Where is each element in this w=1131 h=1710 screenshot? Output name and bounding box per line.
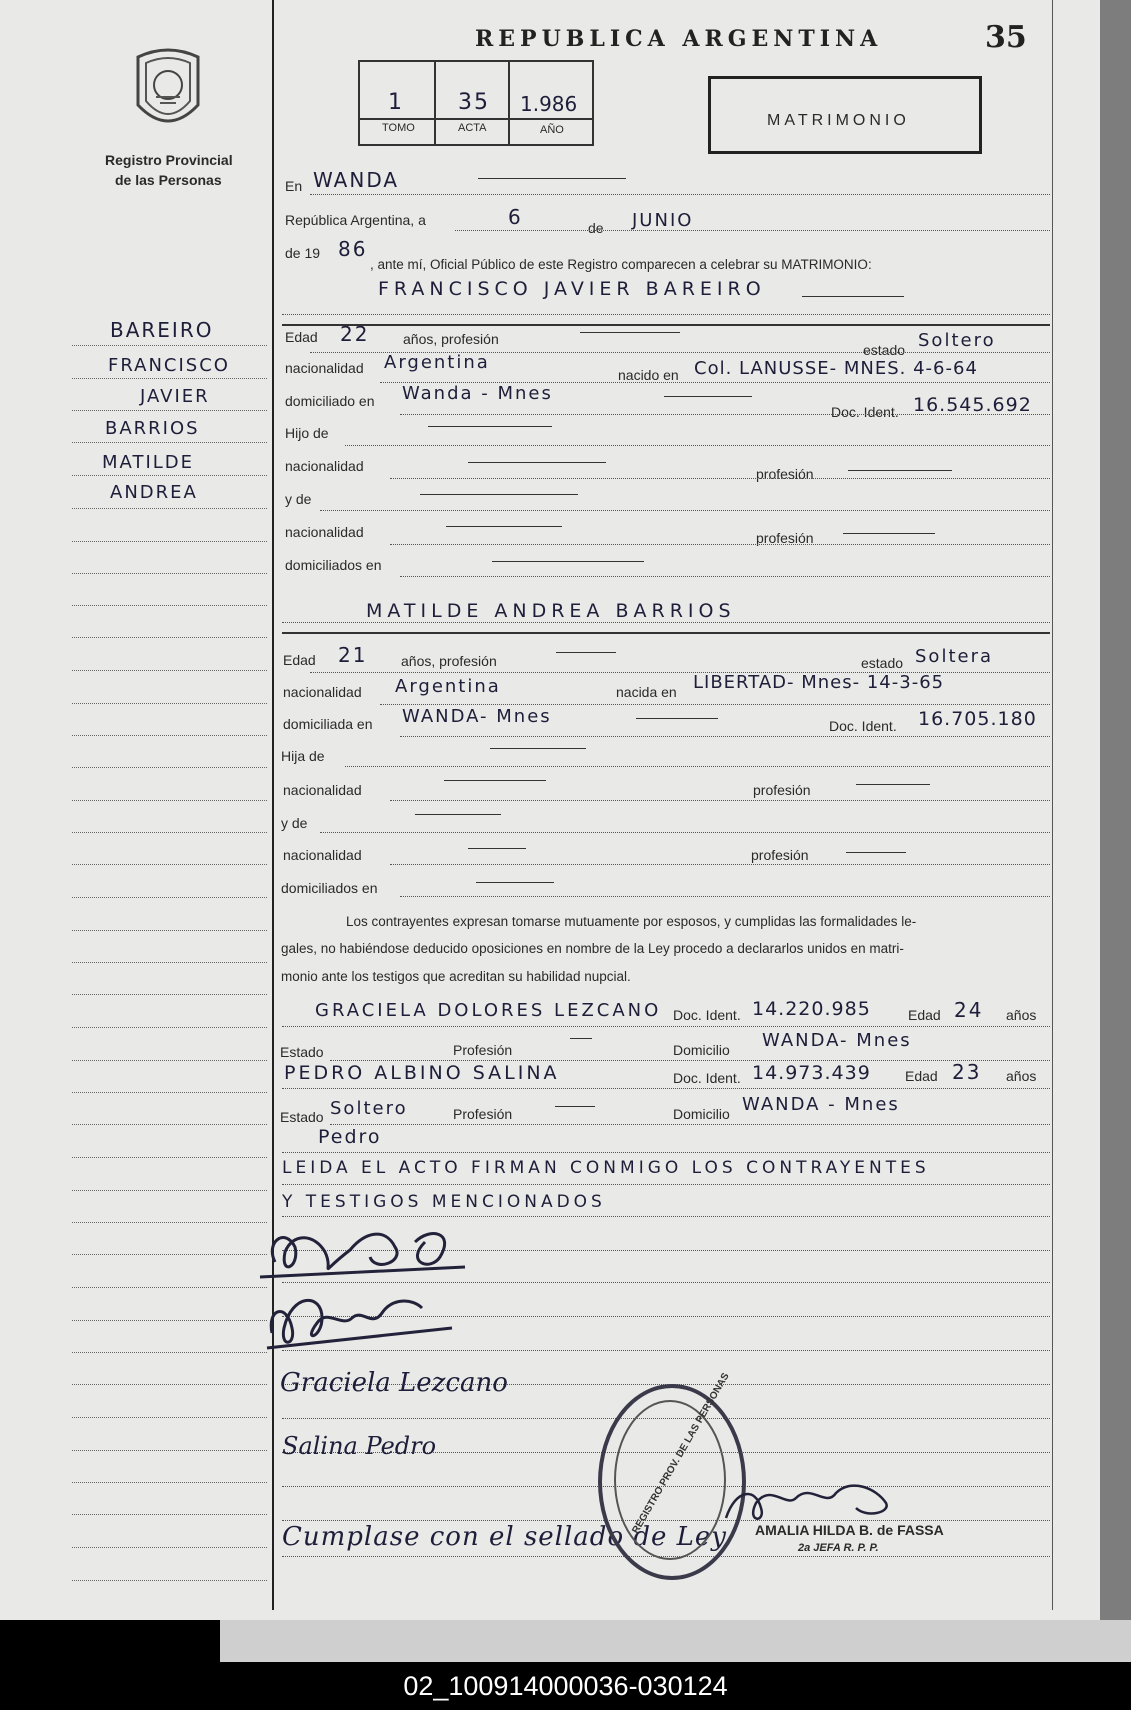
witness-1-estado-label: Estado bbox=[280, 1044, 324, 1060]
margin-note-4: BARRIOS bbox=[105, 418, 200, 439]
witness-2-domicilio: WANDA - Mnes bbox=[742, 1094, 900, 1115]
de-label: de bbox=[588, 220, 604, 236]
witness-1-doc: 14.220.985 bbox=[752, 998, 871, 1020]
bride-age: 21 bbox=[338, 643, 368, 667]
right-margin-rule bbox=[1052, 0, 1053, 1610]
bride-hija-label: Hija de bbox=[281, 748, 325, 764]
intro-place: WANDA bbox=[313, 168, 400, 192]
ano-label: AÑO bbox=[540, 124, 564, 136]
closing-line-2: LEIDA EL ACTO FIRMAN CONMIGO LOS CONTRAYENTES bbox=[282, 1158, 930, 1178]
acta-label: ACTA bbox=[458, 122, 487, 134]
page-number: 35 bbox=[985, 20, 1027, 55]
declaration-line-2: gales, no habiéndose deducido oposiciones en nombre de la Ley procedo a declararlos unidos en matri- bbox=[281, 941, 904, 956]
groom-estado-label: estado bbox=[863, 342, 906, 358]
witness-2-estado-label: Estado bbox=[280, 1109, 324, 1125]
bottom-note: Cumplase con el sellado de Ley bbox=[282, 1522, 727, 1552]
official-title: 2a JEFA R. P. P. bbox=[798, 1542, 879, 1554]
bride-estado-label: estado bbox=[861, 655, 904, 671]
witness-2-doc-label: Doc. Ident. bbox=[673, 1070, 741, 1086]
act-number-box bbox=[358, 60, 594, 146]
bride-anos-label: años, profesión bbox=[401, 653, 497, 669]
bride-birth: LIBERTAD- Mnes- 14-3-65 bbox=[693, 672, 945, 693]
republica-label: República Argentina, a bbox=[285, 212, 426, 228]
groom-edad-label: Edad bbox=[285, 329, 318, 345]
groom-domicilio-label: domiciliado en bbox=[285, 393, 375, 409]
bride-doc: 16.705.180 bbox=[918, 708, 1037, 730]
act-type: MATRIMONIO bbox=[767, 112, 910, 129]
book-binding-edge bbox=[1100, 0, 1131, 1620]
groom-full-name: FRANCISCO JAVIER BAREIRO bbox=[378, 278, 766, 300]
witness-1-name: GRACIELA DOLORES LEZCANO bbox=[315, 1000, 662, 1021]
witness-1-profesion-label: Profesión bbox=[453, 1042, 513, 1058]
closing-line-3: Y TESTIGOS MENCIONADOS bbox=[282, 1192, 606, 1212]
groom-domiciliados-label: domiciliados en bbox=[285, 557, 382, 573]
bride-domicilio-label: domiciliada en bbox=[283, 716, 373, 732]
witness-2-doc: 14.973.439 bbox=[752, 1062, 871, 1084]
groom-nacionalidad-label: nacionalidad bbox=[285, 360, 364, 376]
registry-name-line1: Registro Provincial bbox=[105, 152, 233, 168]
groom-mother-profesion-label: profesión bbox=[756, 530, 814, 546]
groom-doc: 16.545.692 bbox=[913, 394, 1032, 416]
closing-line-1: Pedro bbox=[318, 1126, 382, 1148]
groom-doc-label: Doc. Ident. bbox=[831, 404, 899, 420]
bride-nacionalidad: Argentina bbox=[395, 676, 501, 697]
witness-1-domicilio-label: Domicilio bbox=[673, 1042, 730, 1058]
bride-edad-label: Edad bbox=[283, 652, 316, 668]
witness-2-edad-label: Edad bbox=[905, 1068, 938, 1084]
margin-note-3: JAVIER bbox=[140, 386, 210, 407]
bride-nacida-label: nacida en bbox=[616, 684, 677, 700]
intro-year-suffix: 86 bbox=[338, 237, 368, 261]
groom-anos-label: años, profesión bbox=[403, 331, 499, 347]
tomo-value: 1 bbox=[388, 90, 404, 115]
margin-note-5: MATILDE bbox=[102, 452, 195, 473]
en-label: En bbox=[285, 178, 303, 194]
groom-father-profesion-label: profesión bbox=[756, 466, 814, 482]
bride-doc-label: Doc. Ident. bbox=[829, 718, 897, 734]
scan-bottom-strip bbox=[0, 1620, 1131, 1662]
act-type-box bbox=[708, 76, 982, 154]
witness-1-domicilio: WANDA- Mnes bbox=[762, 1030, 912, 1051]
bride-yde-label: y de bbox=[281, 815, 308, 831]
bride-signature bbox=[262, 1288, 462, 1358]
witness-2-signature: Salina Pedro bbox=[282, 1432, 437, 1460]
witness-1-edad-label: Edad bbox=[908, 1007, 941, 1023]
declaration-line-3: monio ante los testigos que acreditan su habilidad nupcial. bbox=[281, 969, 631, 984]
bride-mother-profesion-label: profesión bbox=[751, 847, 809, 863]
groom-hijo-label: Hijo de bbox=[285, 425, 329, 441]
margin-note-6: ANDREA bbox=[110, 482, 198, 503]
scan-file-id: 02_100914000036-030124 bbox=[0, 1662, 1131, 1710]
provincial-seal-icon bbox=[128, 45, 208, 137]
ano-value: 1.986 bbox=[520, 92, 578, 116]
witness-1-signature: Graciela Lezcano bbox=[280, 1368, 508, 1398]
groom-nacido-label: nacido en bbox=[618, 367, 679, 383]
official-signature bbox=[716, 1478, 906, 1528]
groom-signature bbox=[255, 1222, 485, 1292]
tomo-label: TOMO bbox=[382, 122, 415, 134]
margin-note-2: FRANCISCO bbox=[108, 355, 230, 376]
groom-age: 22 bbox=[340, 322, 370, 346]
intro-day: 6 bbox=[508, 205, 523, 229]
bride-full-name: MATILDE ANDREA BARRIOS bbox=[366, 600, 736, 622]
groom-domicilio: Wanda - Mnes bbox=[402, 383, 553, 404]
witness-2-name: PEDRO ALBINO SALINA bbox=[284, 1062, 560, 1084]
witness-2-domicilio-label: Domicilio bbox=[673, 1106, 730, 1122]
declaration-line-1: Los contrayentes expresan tomarse mutuamente por esposos, y cumplidas las formalidades le- bbox=[346, 914, 917, 929]
acta-value: 35 bbox=[458, 90, 490, 115]
groom-father-nacionalidad-label: nacionalidad bbox=[285, 458, 364, 474]
witness-2-profesion-label: Profesión bbox=[453, 1106, 513, 1122]
intro-statement: , ante mí, Oficial Público de este Registro comparecen a celebrar su MATRIMONIO: bbox=[370, 257, 872, 272]
groom-nacionalidad: Argentina bbox=[384, 352, 490, 373]
groom-mother-nacionalidad-label: nacionalidad bbox=[285, 524, 364, 540]
bride-domicilio: WANDA- Mnes bbox=[402, 706, 552, 727]
witness-2-estado: Soltero bbox=[330, 1098, 408, 1119]
witness-1-doc-label: Doc. Ident. bbox=[673, 1007, 741, 1023]
witness-2-age: 23 bbox=[952, 1060, 982, 1084]
margin-note-1: BAREIRO bbox=[110, 318, 214, 342]
bride-nacionalidad-label: nacionalidad bbox=[283, 684, 362, 700]
official-name: AMALIA HILDA B. de FASSA bbox=[755, 1522, 944, 1538]
groom-estado: Soltero bbox=[918, 330, 996, 351]
left-margin-rule bbox=[272, 0, 274, 1610]
year-prefix: de 19 bbox=[285, 245, 321, 261]
witness-2-anos-label: años bbox=[1006, 1068, 1037, 1084]
registry-name-line2: de las Personas bbox=[115, 172, 222, 188]
stamp-text: REGISTRO PROV. DE LAS PERSONAS bbox=[630, 1371, 732, 1536]
witness-1-age: 24 bbox=[954, 998, 984, 1022]
bride-father-nacionalidad-label: nacionalidad bbox=[283, 782, 362, 798]
groom-birth: Col. LANUSSE- MNES. 4-6-64 bbox=[694, 358, 978, 379]
groom-yde-label: y de bbox=[285, 491, 312, 507]
bride-mother-nacionalidad-label: nacionalidad bbox=[283, 847, 362, 863]
bride-father-profesion-label: profesión bbox=[753, 782, 811, 798]
bride-estado: Soltera bbox=[915, 646, 994, 667]
country-heading: REPUBLICA ARGENTINA bbox=[475, 26, 883, 52]
bride-domiciliados-label: domiciliados en bbox=[281, 880, 378, 896]
witness-1-anos-label: años bbox=[1006, 1007, 1037, 1023]
intro-month: JUNIO bbox=[632, 210, 694, 231]
